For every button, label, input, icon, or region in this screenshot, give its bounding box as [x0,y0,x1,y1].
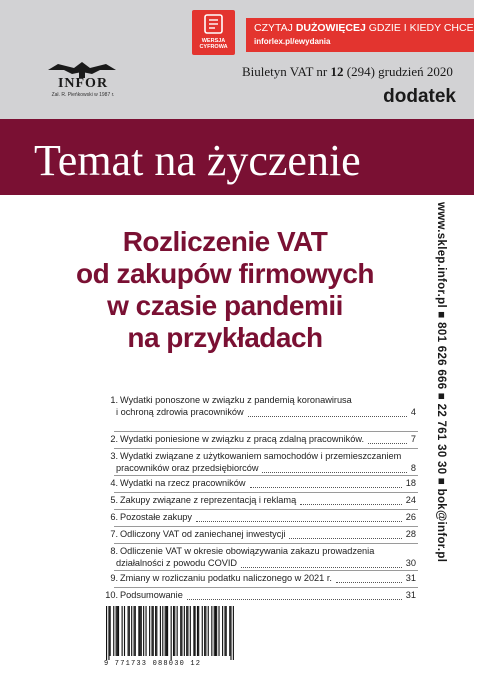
toc-leader-dots [262,472,406,473]
toc-leader-dots [250,487,402,488]
toc-page: 31 [405,573,416,583]
toc-text: Odliczony VAT od zaniechanej inwestycji [120,529,286,539]
promo-pre: CZYTAJ [254,22,296,34]
toc-page: 7 [410,434,416,444]
barcode-bar [181,606,182,656]
toc-number: 10. [105,590,118,600]
promo-text [254,22,487,34]
barcode-bar [214,606,215,656]
barcode-bar [117,606,118,656]
barcode-bar [129,606,130,656]
toc-divider [114,587,418,588]
barcode-bar [218,606,219,656]
toc-text: Wydatki poniesione w związku z pracą zdalną pracowników. [120,434,365,444]
barcode-bar [229,606,230,656]
barcode-bar [187,606,188,656]
barcode-bar [113,606,114,656]
barcode-bar [143,606,144,656]
toc-number: 6. [110,512,118,522]
toc-page: 26 [405,512,416,522]
toc-text: Wydatki ponoszone w związku z pandemią koronawirusa [120,395,352,405]
barcode-bar [186,606,187,656]
barcode-bar [216,606,217,656]
barcode-bar [211,606,212,656]
barcode-bar [166,606,167,656]
toc-page: 18 [405,478,416,488]
barcode-bar [167,606,168,656]
toc-number: 9. [110,573,118,583]
toc-divider [114,526,418,527]
barcode-bar [118,606,119,656]
toc-page: 28 [405,529,416,539]
barcode-bar [145,606,146,656]
toc-number: 1. [110,395,118,405]
barcode-bar [138,606,139,656]
main-title-line-1: Rozliczenie VAT [122,226,328,257]
main-title-line-4: na przykładach [127,322,323,353]
barcode-bar [230,606,231,660]
barcode-bar [184,606,185,656]
barcode-bar [208,606,209,656]
barcode-digits: 9 771733 088030 12 [104,660,202,668]
barcode-bar [116,606,117,656]
barcode-icon [106,606,234,662]
badge-line-2: CYFROWA [199,44,228,50]
barcode-bar [153,606,154,656]
toc-divider [114,509,418,510]
tablet-icon [204,14,223,34]
promo-post: GDZIE I KIEDY CHCESZ [365,22,487,34]
barcode-bar [226,606,227,656]
toc-number: 8. [110,546,118,556]
logo-subtitle: Zał. R. Pieńkowski w 1987 r. [51,92,115,98]
toc-divider [114,431,418,432]
toc-text: Zmiany w rozliczaniu podatku naliczonego w 2021 r. [120,573,332,583]
barcode-bar [162,606,163,656]
toc-leader-dots [187,599,402,600]
toc-text: Pozostałe zakupy [120,512,193,522]
toc-page: 31 [405,590,416,600]
barcode-bar [174,606,175,656]
barcode-bar [110,606,111,656]
barcode-bar [177,606,178,656]
toc-number: 5. [110,495,118,505]
toc-page: 30 [405,558,416,568]
barcode-bar [106,606,107,660]
digital-version-badge[interactable] [192,10,235,55]
band-title: Temat na życzenie [34,136,361,185]
toc-leader-dots [289,538,401,539]
barcode-bar [135,606,136,656]
barcode-bar [204,606,205,656]
barcode-bar [173,606,174,656]
barcode-bar [190,606,191,656]
barcode-bar [222,606,223,656]
barcode-bar [122,606,123,656]
issue-pre: Biuletyn VAT nr [242,64,331,79]
toc-text: Zakupy związane z reprezentacją i reklamą [120,495,297,505]
promo-url[interactable]: inforlex.pl/ewydania [254,37,331,46]
barcode-bar [198,606,199,656]
barcode-bar [140,606,141,656]
promo-bold: DUŻOWIĘCEJ [295,22,366,34]
barcode-bar [151,606,152,656]
toc-text: Wydatki na rzecz pracowników [120,478,246,488]
main-title [20,226,430,354]
supplement-label: dodatek [383,86,456,107]
toc-number: 2. [110,434,118,444]
barcode-bar [155,606,156,656]
toc-text: i ochroną zdrowia pracowników [116,407,244,417]
issue-info [242,64,453,80]
toc-number: 4. [110,478,118,488]
barcode-bar [165,606,166,656]
logo-name: INFOR [57,76,109,91]
contact-text[interactable]: www.sklep.infor.pl ■ 801 626 666 ■ 22 761 30 30 ■ bok@infor.pl [435,202,447,563]
barcode-bar [193,606,194,656]
toc-divider [114,448,418,449]
barcode-bar [197,606,198,656]
promo-banner[interactable] [246,18,487,52]
toc-page: 8 [410,463,416,473]
barcode-bar [224,606,225,656]
toc-page: 4 [410,407,416,417]
barcode-bar [134,606,135,656]
toc-leader-dots [248,416,407,417]
badge-text [192,38,235,50]
barcode-bar [215,606,216,656]
barcode-bar [171,606,172,660]
toc-text: działalności z powodu COVID [116,558,238,568]
barcode-bar [160,606,161,656]
toc-leader-dots [368,443,407,444]
toc-divider [114,475,418,476]
header-area [0,0,487,119]
barcode-bar [233,606,234,660]
toc-leader-dots [196,521,402,522]
barcode-bar [128,606,129,656]
toc-text: Wydatki związane z użytkowaniem samochodów i przemieszczaniem [120,451,402,461]
barcode-bar [205,606,206,656]
main-title-line-3: w czasie pandemii [107,290,343,321]
toc-divider [114,570,418,571]
barcode-bar [180,606,181,656]
barcode-bar [202,606,203,656]
toc-leader-dots [336,582,402,583]
issue-number: 12 [330,64,344,79]
main-title-line-2: od zakupów firmowych [75,258,375,289]
barcode-bar [131,606,132,656]
contact-strip [432,202,450,562]
title-band [0,119,474,195]
barcode-bar [156,606,157,656]
toc-number: 7. [110,529,118,539]
badge-line-1: WERSJA [201,38,226,44]
barcode-bar [149,606,150,656]
publisher-logo[interactable] [38,60,128,102]
barcode-bar [108,606,109,660]
barcode-bar [195,606,196,656]
toc-leader-dots [300,504,402,505]
toc-divider [114,543,418,544]
toc-text: pracowników oraz przedsiębiorców [116,463,259,473]
toc-text: Podsumowanie [120,590,183,600]
toc-page: 24 [405,495,416,505]
issue-post: (294) grudzień 2020 [343,64,453,79]
barcode-bar [124,606,125,656]
toc-divider [114,492,418,493]
toc-leader-dots [241,567,402,568]
toc-text: Odliczenie VAT w okresie obowiązywania zakazu prowadzenia [120,546,375,556]
barcode-bar [141,606,142,656]
toc-number: 3. [110,451,118,461]
